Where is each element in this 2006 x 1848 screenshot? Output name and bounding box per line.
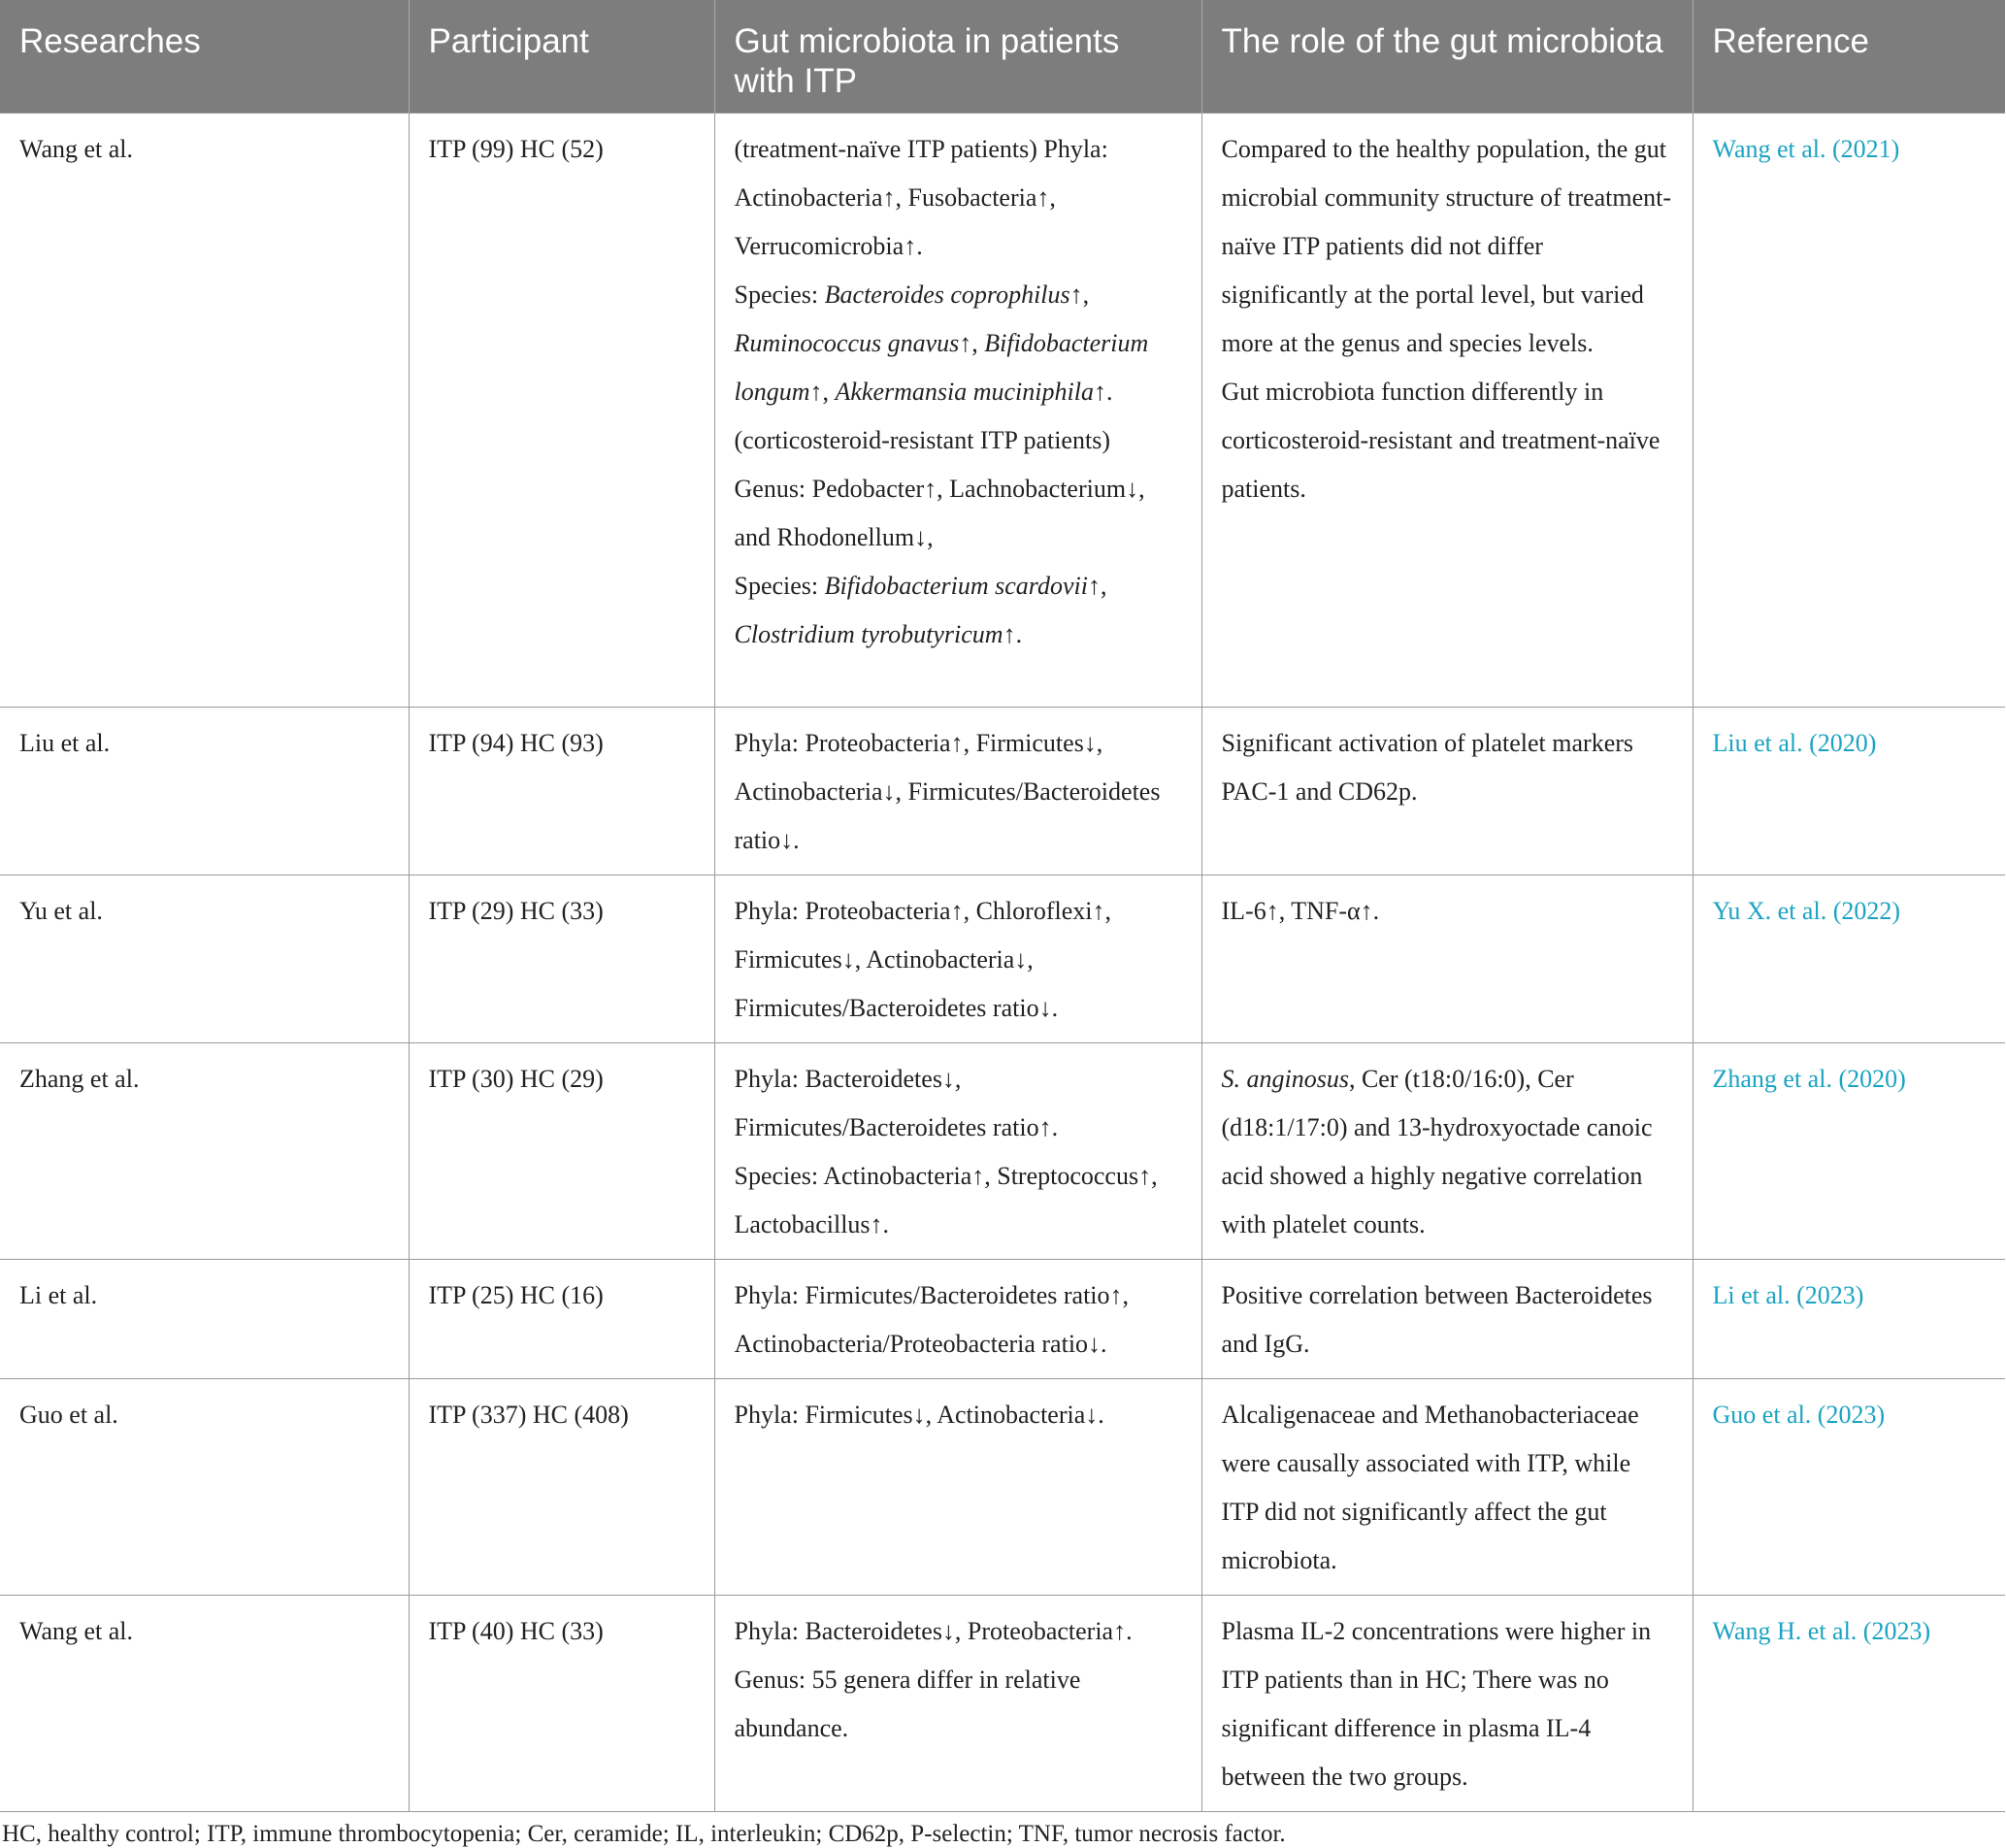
arrow-text: ↑, [959, 329, 985, 357]
cell-research: Li et al. [0, 1260, 409, 1379]
cell-reference[interactable] [1693, 1260, 2005, 1379]
table-row [0, 875, 2005, 1043]
cell-role [1201, 114, 1693, 708]
microbiota-line: Species: Actinobacteria↑, Streptococcus↑, Lactobacillus↑. [734, 1162, 1158, 1238]
cell-microbiota: Phyla: Proteobacteria↑, Chloroflexi↑, Firmicutes↓, Actinobacteria↓, Firmicutes/Bacteroidetes ratio↓. [714, 875, 1201, 1043]
cell-participant: ITP (94) HC (93) [409, 708, 714, 875]
arrow-text: ↑, [809, 378, 836, 406]
arrow-text: ↑, [1069, 280, 1090, 309]
table-footnote: HC, healthy control; ITP, immune thrombocytopenia; Cer, ceramide; IL, interleukin; CD62p, P-selectin; TNF, tumor necrosis factor. [2, 1821, 1286, 1847]
table-row [0, 1379, 2005, 1596]
cell-reference[interactable] [1693, 708, 2005, 875]
role-paragraph: Compared to the healthy population, the gut microbial community structure of treatment-naïve ITP patients did not differ significantly at the portal level, but varied more at the genus and species levels. [1221, 135, 1672, 357]
cell-research: Wang et al. [0, 1596, 409, 1812]
microbiota-line: (treatment-naïve ITP patients) Phyla: Actinobacteria↑, Fusobacteria↑, Verrucomicrobia↑. [734, 135, 1108, 260]
table-row [0, 1596, 2005, 1812]
reference-link[interactable]: Liu et al. (2020) [1712, 729, 1877, 757]
header-gut-microbiota: Gut microbiota in patients with ITP [714, 0, 1201, 114]
reference-link[interactable]: Li et al. (2023) [1712, 1281, 1864, 1309]
reference-link[interactable]: Guo et al. (2023) [1712, 1401, 1886, 1429]
cell-microbiota [714, 1043, 1201, 1260]
species-name: Bifidobacterium scardovii [824, 572, 1088, 600]
cell-role: IL-6↑, TNF-α↑. [1201, 875, 1693, 1043]
species-name: Akkermansia muciniphila [835, 378, 1094, 406]
cell-role: Alcaligenaceae and Methanobacteriaceae were causally associated with ITP, while ITP did not significantly affect the gut microbiota. [1201, 1379, 1693, 1596]
role-text: , Cer (t18:0/16:0), Cer (d18:1/17:0) and 13-hydroxyoctade canoic acid showed a highly negative correlation with platelet counts. [1221, 1065, 1653, 1238]
cell-reference[interactable] [1693, 114, 2005, 708]
header-role: The role of the gut microbiota [1201, 0, 1693, 114]
microbiota-species-line [735, 271, 1182, 416]
microbiota-species-line [735, 562, 1182, 659]
species-label: Species: [734, 572, 825, 600]
reference-link[interactable]: Wang H. et al. (2023) [1712, 1617, 1931, 1645]
cell-research: Zhang et al. [0, 1043, 409, 1260]
cell-reference[interactable] [1693, 1043, 2005, 1260]
cell-participant: ITP (25) HC (16) [409, 1260, 714, 1379]
cell-role [1201, 1043, 1693, 1260]
cell-participant: ITP (30) HC (29) [409, 1043, 714, 1260]
cell-microbiota: Phyla: Firmicutes↓, Actinobacteria↓. [714, 1379, 1201, 1596]
cell-role: Plasma IL-2 concentrations were higher in ITP patients than in HC; There was no significant difference in plasma IL-4 between the two groups. [1201, 1596, 1693, 1812]
cell-research: Wang et al. [0, 114, 409, 708]
header-researches: Researches [0, 0, 409, 114]
species-name: Bacteroides coprophilus [824, 280, 1070, 309]
table-row [0, 1260, 2005, 1379]
reference-link[interactable]: Zhang et al. (2020) [1712, 1065, 1906, 1093]
reference-link[interactable]: Wang et al. (2021) [1712, 135, 1900, 163]
table-row [0, 1043, 2005, 1260]
cell-participant: ITP (99) HC (52) [409, 114, 714, 708]
header-participant: Participant [409, 0, 714, 114]
table-row [0, 708, 2005, 875]
species-label: Species: [734, 280, 825, 309]
arrow-text: ↑. [1003, 620, 1023, 648]
cell-microbiota: Phyla: Firmicutes/Bacteroidetes ratio↑, Actinobacteria/Proteobacteria ratio↓. [714, 1260, 1201, 1379]
table-row [0, 114, 2005, 708]
cell-microbiota: Phyla: Bacteroidetes↓, Proteobacteria↑. Genus: 55 genera differ in relative abundance. [714, 1596, 1201, 1812]
arrow-text: ↑, [1087, 572, 1107, 600]
cell-reference[interactable] [1693, 875, 2005, 1043]
species-name: Bifidobacterium longum [734, 329, 1149, 406]
header-reference: Reference [1693, 0, 2005, 114]
cell-research: Liu et al. [0, 708, 409, 875]
reference-link[interactable]: Yu X. et al. (2022) [1712, 897, 1901, 925]
cell-role: Positive correlation between Bacteroidetes and IgG. [1201, 1260, 1693, 1379]
cell-role: Significant activation of platelet markers PAC-1 and CD62p. [1201, 708, 1693, 875]
species-name: Clostridium tyrobutyricum [734, 620, 1003, 648]
microbiota-line: Phyla: Bacteroidetes↓, Firmicutes/Bacteroidetes ratio↑. [734, 1065, 1059, 1141]
cell-research: Guo et al. [0, 1379, 409, 1596]
cell-research: Yu et al. [0, 875, 409, 1043]
cell-microbiota: Phyla: Proteobacteria↑, Firmicutes↓, Actinobacteria↓, Firmicutes/Bacteroidetes ratio↓. [714, 708, 1201, 875]
arrow-text: ↑. [1093, 378, 1113, 406]
species-name: S. anginosus [1221, 1065, 1349, 1093]
microbiota-line: (corticosteroid-resistant ITP patients) Genus: Pedobacter↑, Lachnobacterium↓, and Rhodonellum↓, [734, 426, 1145, 551]
cell-reference[interactable] [1693, 1379, 2005, 1596]
cell-participant: ITP (40) HC (33) [409, 1596, 714, 1812]
cell-reference[interactable] [1693, 1596, 2005, 1812]
cell-microbiota [714, 114, 1201, 708]
species-name: Ruminococcus gnavus [734, 329, 960, 357]
cell-participant: ITP (29) HC (33) [409, 875, 714, 1043]
cell-participant: ITP (337) HC (408) [409, 1379, 714, 1596]
role-paragraph: Gut microbiota function differently in corticosteroid-resistant and treatment-naïve patients. [1221, 378, 1661, 503]
table-header-row [0, 0, 2005, 114]
